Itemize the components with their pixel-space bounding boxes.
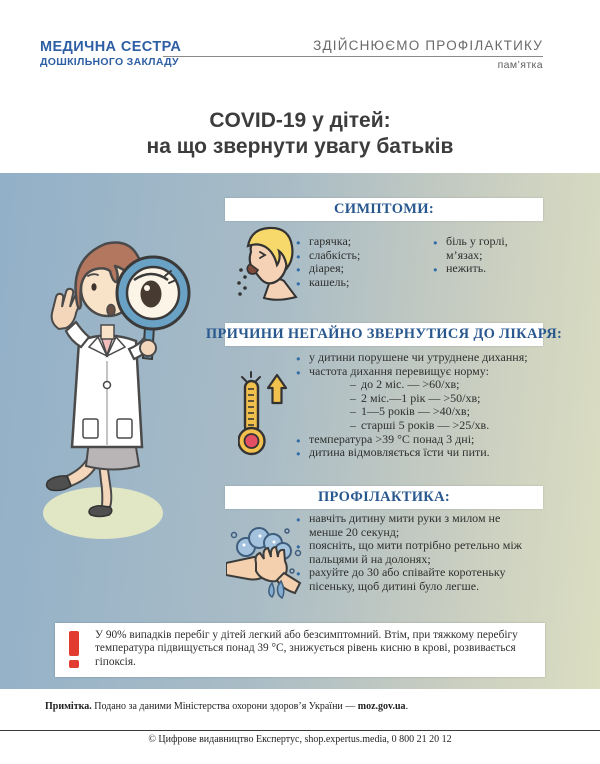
- exclamation-icon: [69, 631, 79, 668]
- warning-text: У 90% випадків перебіг у дітей легкий або безсимптомний. Втім, при тяжкому перебігу температура підвищується понад 39 °С, знижується рівень кисню в крові, розвивається гіпоксія.: [95, 629, 518, 668]
- list-item: ● гарячка;: [295, 235, 413, 249]
- page-title: [0, 108, 600, 160]
- series-subtitle: пам’ятка: [497, 59, 543, 71]
- logo-line2: ДОШКІЛЬНОГО ЗАКЛАДУ: [40, 56, 179, 69]
- footnote-text: Подано за даними Міністерства охорони здоров’я України —: [91, 701, 358, 712]
- footnote-source-link: moz.gov.ua: [357, 701, 406, 712]
- footer-copyright: © Цифрове видавництво Експертус, shop.expertus.media, 0 800 21 20 12: [148, 734, 452, 745]
- list-item: ● температура >39 °С понад 3 дні;: [295, 433, 547, 447]
- footnote: [45, 701, 565, 712]
- list-subitem: – до 2 міс. — >60/хв;: [349, 378, 547, 392]
- content-panel: [0, 173, 600, 689]
- doctor-list: [295, 351, 547, 460]
- list-item: ● рахуйте до 30 або співайте коротеньку пісеньку, щоб дитині було легше.: [295, 566, 535, 593]
- list-item: ● поясніть, що мити потрібно ретельно між пальцями й на долонях;: [295, 539, 535, 566]
- footer-divider: [0, 730, 600, 731]
- list-item: ● дитина відмовляється їсти чи пити.: [295, 446, 547, 460]
- page-title-line1: COVID-19 у дітей:: [209, 109, 391, 132]
- prevention-list: [295, 512, 535, 594]
- coughing-child-icon: [236, 225, 300, 301]
- list-item: ● кашель;: [295, 276, 413, 290]
- logo-line1: МЕДИЧНА СЕСТРА: [40, 39, 182, 55]
- prevention-heading-band: [225, 486, 543, 509]
- rising-temperature-thermometer-icon: [238, 371, 296, 461]
- page-title-line2: на що звернути увагу батьків: [146, 135, 454, 158]
- list-item: ● нежить.: [432, 262, 528, 276]
- nurse-with-magnifying-glass-illustration: [15, 225, 230, 540]
- symptoms-list-col1: [295, 235, 413, 289]
- doctor-heading: ПРИЧИНИ НЕГАЙНО ЗВЕРНУТИСЯ ДО ЛІКАРЯ:: [205, 326, 563, 342]
- list-item: ● у дитини порушене чи утруднене дихання;: [295, 351, 547, 365]
- series-title: ЗДІЙСНЮЄМО ПРОФІЛАКТИКУ: [163, 38, 543, 57]
- list-item: ● діарея;: [295, 262, 413, 276]
- publisher-logo: [40, 40, 181, 68]
- symptoms-heading-band: [225, 198, 543, 221]
- list-subitem: – 1—5 років — >40/хв;: [349, 405, 547, 419]
- list-subitem: – 2 міс.—1 рік — >50/хв;: [349, 392, 547, 406]
- prevention-heading: ПРОФІЛАКТИКА:: [317, 489, 451, 505]
- symptoms-list-col2: [432, 235, 528, 276]
- list-item: ● біль у горлі, м’язах;: [432, 235, 528, 262]
- list-subitem: – старші 5 років — >25/хв.: [349, 419, 547, 433]
- footnote-label: Примітка.: [45, 701, 92, 712]
- footnote-suffix: .: [405, 701, 409, 712]
- symptoms-heading: СИМПТОМИ:: [334, 201, 434, 217]
- list-item: ● частота дихання перевищує норму:: [295, 365, 547, 379]
- warning-box: [55, 623, 545, 677]
- list-item: ● навчіть дитину мити руки з милом не менше 20 секунд;: [295, 512, 535, 539]
- list-item: ● слабкість;: [295, 249, 413, 263]
- doctor-heading-band: [205, 323, 563, 346]
